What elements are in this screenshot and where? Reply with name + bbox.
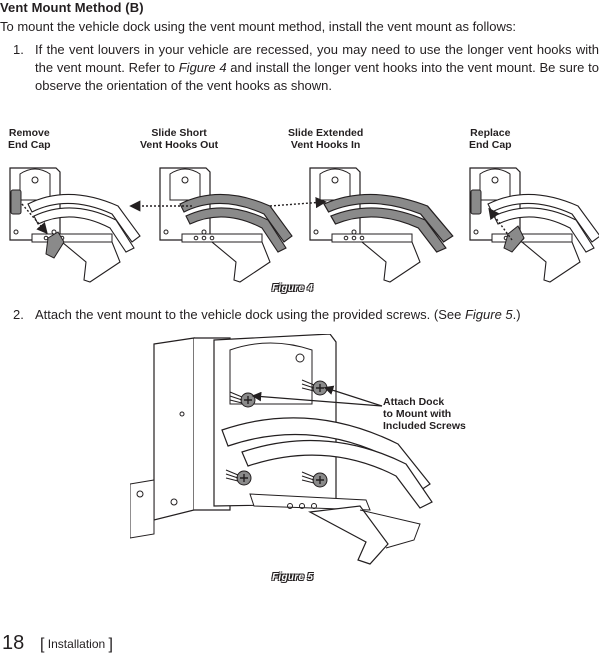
- figure-5-illustration: [130, 334, 470, 574]
- page-footer: [0, 632, 200, 654]
- page-number: 18: [2, 632, 25, 654]
- callout-replace-end-cap: Replace End Cap: [469, 127, 512, 151]
- intro-paragraph: To mount the vehicle dock using the vent mount method, install the vent mount as follows:: [0, 19, 516, 34]
- callout-attach-dock: Attach Dock to Mount with Included Screws: [383, 396, 466, 432]
- step-number: 2.: [13, 307, 24, 322]
- figure-reference: Figure 5: [464, 307, 513, 322]
- section-label: [ Installation ]: [40, 636, 113, 653]
- callout-remove-end-cap: Remove End Cap: [8, 127, 51, 151]
- figure-reference: Figure 4: [178, 60, 227, 75]
- callout-slide-short-hooks-out: Slide Short Vent Hooks Out: [140, 127, 219, 151]
- figure-4-illustration: [0, 152, 599, 292]
- figure-5-caption: Figure 5: [272, 572, 314, 583]
- panel-remove-end-cap: [10, 168, 140, 282]
- panel-slide-extended-hooks-in: [270, 168, 453, 282]
- figure-4-caption: Figure 4: [272, 283, 314, 294]
- panel-replace-end-cap: [470, 168, 599, 282]
- step-number: 1.: [13, 42, 24, 57]
- callout-slide-extended-hooks-in: Slide Extended Vent Hooks In: [288, 127, 364, 151]
- step-text: If the vent louvers in your vehicle are recessed, you may need to use the longer vent hooks with the vent mount. Refer to Figure 4 and install the longer vent hooks into the vent mount. Be sure to observe the orientation of the vent hooks as shown.: [35, 42, 599, 93]
- panel-slide-short-hooks-out: [132, 168, 292, 282]
- step-text: Attach the vent mount to the vehicle dock using the provided screws. (See Figure 5.): [35, 307, 521, 322]
- section-heading: Vent Mount Method (B): [0, 0, 144, 15]
